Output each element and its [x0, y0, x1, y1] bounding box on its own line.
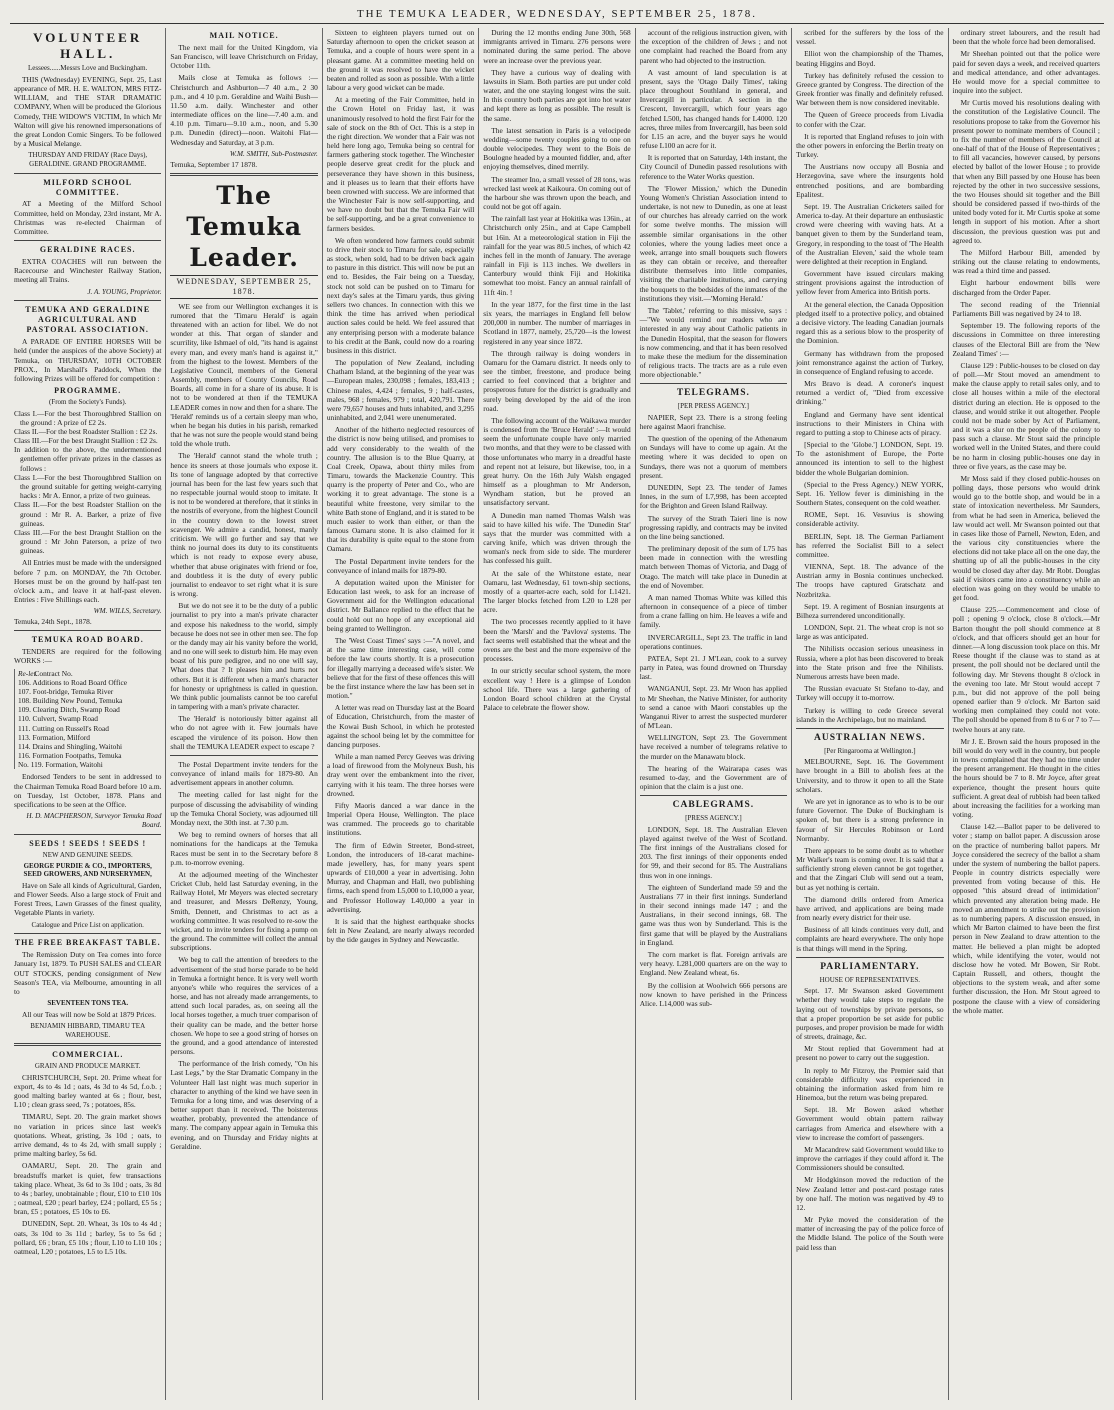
news-para: A vast amount of land speculation is at present, says the 'Otago Daily Times', taking place throughout Southland in general, and Invercargill in particular. A section in the Crescent, Invercargill, which four years ago fetched L500, has changed hands for L4000. 120 acres, three miles from Invercargill, has been sold for L15 an acre, and the buyer says he would refuse L100 an acre for it. [639, 67, 788, 151]
telegram-item: INVERCARGILL, Sept 23. The traffic in land operations continues. [639, 632, 788, 651]
cable-para: The Austrians now occupy all Bosnia and Herzegovina, save where the insurgents hold entrenched positions, and are bombarding Epalitest. [796, 162, 944, 199]
list-item: Class I.—For the best Thoroughbred Stallion on the ground : A prize of £2 2s. [14, 408, 162, 427]
parl-item: Mr Pyke moved the consideration of the matter of increasing the pay of the police force of the Middle Island. The police of the South were paid less than [796, 1215, 944, 1252]
news-para: At the sale of the Whitstone estate, near Oamaru, last Wednesday, 61 town-ship sections, mostly of a quarter-acre each, sold for L1421. The larger blocks fetched from L20 to L28 per acre. [483, 568, 631, 615]
road-board-intro: TENDERS are required for the following WORKS :— [14, 647, 162, 666]
agri-footer: All Entries must be made with the undersigned before 7 p.m. on MONDAY, the 7th October. Horses must be on the ground by half-past ten o'clock a.m., and leave it at half-past eleven. Entries : Five Shillings each. [14, 558, 162, 605]
australian-news-title: AUSTRALIAN NEWS. [814, 732, 926, 743]
divider [796, 728, 943, 729]
tea-tail: All our Teas will now be Sold at 1879 Prices. [22, 1009, 157, 1019]
mail-notice-date: Temuka, September 17 1878. [170, 159, 258, 169]
parl-item: Sept. 18. Mr Bowen asked whether Government would obtain pattern railway carriages from America and elsewhere with a view to increase the comfort of passengers. [796, 1105, 944, 1142]
telegram-item: The hearing of the Wairarapa cases was resumed to-day, and the Government are of opinion that the claim is a just one. [639, 763, 788, 792]
news-para: The population of New Zealand, including Chatham Island, at the beginning of the year was—European males, 230,098 ; females, 183,413 ; Chinese males, 4,424 ; females, 9 ; half-castes, males, 968 ; females, 979 ; total, 420,791. There were 79,657 houses and huts inhabited, and 3,295 uninhabited, and 2,041 were unenumerated. [326, 358, 475, 423]
parl-para: Clause 142.—Ballot paper to be delivered to voter ; stamp on ballot paper. A discussion arose on the practice of numbering ballot papers. Mr Joyce considered the secrecy of the ballot a sham under the system of numbering the ballot papers. People in country districts especially were prevented from voting because of this. He opposed "this absurd dread of intimidation" which prevented any alteration being made. He moved an amendment to strike out the provision as to numbering papers. A discussion ensued, in which Mr Barton claimed to have been the first person in New Zealand to draw attention to the matter. He believed a plan might be adopted which, while identifying the voter, would not disclose how he voted. Mr Bowen, Sir Robt. Captain Russell, and others, thought the objections to the system weak, and after some further discussion, the Hon. Mr Stout agreed to postpone the clause with a view of considering the whole matter. [952, 822, 1100, 1015]
leader-para: The 'Herald' cannot stand the whole truth ; hence its sneers at those journals who expose it. Its tone of language adopted by that corrective journal has been for the last few years such that no respectable journal would stoop to imitate. It is not to be wondered at therefore, that it stinks in the nostrils of everyone, from the highest Council in the country down to the lowest street scavenger. We admire a candid, honest, manly criticism. We will go further and say that we think no journal does its duty to its constituents which is not ready to expose every abuse, whether that abuse originates with friend or foe, and doubtless it is the duty of every public journalist to endeavor to set right what it is sure is wrong. [170, 451, 318, 599]
commercial-subtitle: GRAIN AND PRODUCE MARKET. [34, 1062, 141, 1071]
list-item: Class III.—For the best Draught Stallion on the ground : Mr John Paterson, a prize of two guineas. [14, 527, 162, 556]
cablegram-item: The corn market is flat. Foreign arrivals are very heavy. L281,000 quarters are on the way to England. New Zealand wheat, 6s. [639, 950, 788, 978]
seeds-firm: GEORGE PURDIE & CO., IMPORTERS, SEED GROWERS, AND NURSERYMEN, [23, 861, 152, 879]
news-para: A deputation waited upon the Minister for Education last week, to ask for an increase of Government aid for the Wellington educational district. Mr Ballance replied to the effect that he could hold out no hope of any exceptional aid being granted to Wellington. [326, 577, 475, 633]
news-para: The through railway is doing wonders in Oamaru for the Oamaru district. It needs only to see the timber, freestone, and produce being carried to feel convinced that a brighter and prosperous future for the district is gradually and surely being developed by the aid of the iron road. [483, 348, 631, 413]
cable-para: Elliot won the championship of the Thames, beating Higgins and Boyd. [796, 49, 944, 68]
telegram-item: WELLINGTON, Sept 23. The Government have received a number of telegrams relative to the murder on the Manawatu block. [639, 733, 788, 761]
cable-para: LONDON, Sept. 21. The wheat crop is not so large as was anticipated. [796, 623, 944, 642]
mail-notice-signature: W.M. SMITH, Sub-Postmaster. [229, 149, 318, 158]
australian-news-subtitle: [Per Ringarooma at Wellington.] [824, 746, 916, 755]
mail-notice-p1: The next mail for the United Kingdom, via San Francisco, will leave Christchurch on Friday, October 11th. [170, 42, 318, 71]
road-board-title: TEMUKA ROAD BOARD. [31, 635, 144, 645]
cable-para: BERLIN, Sept. 18. The German Parliament has referred the Socialist Bill to a select committee. [796, 531, 944, 559]
news-para: The 'Tablet,' referring to this missive, says :—"We would remind our readers who are interested in any way about Catholic patients in the Dunedin Hospital, that the season for flowers is now commencing, and that it has been resolved to make these the medium for the dissemination of religious tracts. The tracts are as a rule even more objectionable." [639, 305, 788, 380]
road-contract-list [18, 669, 161, 770]
list-item: 114. Drains and Shingling, Waitohi [18, 741, 123, 751]
parl-item: Sept. 17. Mr Swanson asked Government whether they would take steps to regulate the laying out of townships by private persons, so that a proper proportion be set aside for public purposes, and proper provision be made for width of streets, drainage, &c. [796, 986, 944, 1042]
masthead-date: WEDNESDAY, SEPTEMBER 25, 1878. [170, 275, 317, 299]
cable-para: Germany has withdrawn from the proposed joint remonstrance against the action of Turkey, in consequence of England refusing to accede. [796, 348, 944, 376]
parl-para: Mr Sheehan pointed out that the police were paid for seven days a week, and received quarters and medical attendance, and other advantages. He would move for a special committee to inquire into the subject. [952, 49, 1100, 96]
news-para: The firm of Edwin Streeter, Bond-street, London, the introducers of 18-carat machine-made jewellery, has, for many years spent upwards of £10,000 a year in advertising. John Murray, and Chapman and Hall, two publishing firms, each spend from L5,000 to L10,000 a year, and Professor Holloway L40,000 a year in advertising. [326, 840, 475, 914]
parl-para: ordinary street labourers, and the result had been that the whole force had been demoralised. [952, 28, 1100, 47]
parade-para: We beg to call the attention of breeders to the advertisement of the stud horse parade to be held in Temuka a fortnight hence. It is very well worth anyone's while who requires the services of a horse, and has not already made arrangements, to attend such local parades, as, on seeing all the local horses together, a much truer comparison of their quality can be made, and the better horse chosen. We hope to see a good string of horses on the ground, and a good attendance of interested persons. [170, 955, 318, 1057]
column-5 [636, 28, 792, 1400]
news-para: It is said that the highest earthquake shocks felt in New Zealand, are nearly always recorded by the tide gauges in Sydney and Newcastle. [326, 916, 475, 945]
cablegram-item: The eighteen of Sunderland made 59 and the Australians 77 in their first innings. Sunderland in their second innings made 147 ; and the Australians, in their second innings, 68. The game was thus won by Sunderland. This is the first game that will be played by the Australians in England. [639, 882, 788, 947]
cable-para: It is reported that England refuses to join with the other powers in enforcing the Berlin treaty on Turkey. [796, 131, 944, 160]
parl-para: The Milford Harbour Bill, amended by striking out the clause relating to endowments, was read a third time and passed. [952, 247, 1100, 276]
news-para: Sixteen to eighteen players turned out on Saturday afternoon to open the cricket season at Temuka, and a couple of hours were spent in a pleasant game. At a committee meeting held on the ground it was resolved to have the wicket beaten and rolled as soon as possible. With a little labour a very good wicket can be made. [326, 28, 475, 93]
news-para: The latest sensation in Paris is a velocipede wedding—some twenty couples going to one on double velocipedes. They went to the Bois de Boulogne headed by a mounted fiddler, and, after enjoying themselves, dined merrily. [483, 125, 631, 172]
aus-item: There appears to be some doubt as to whether Mr Walker's team is coming over. It is said that a sufficiently strong eleven cannot be got together, and that the Zingari Club will send out a team, but as yet nothing is certain. [796, 845, 944, 892]
telegram-item: The preliminary deposit of the sum of L75 has been made in connection with the wrestling match between Thomas of Victoria, and Dagg of Otago. The match will take place in Dunedin at the end of November. [639, 544, 788, 590]
list-item: 106. Additions to Road Board Office [18, 677, 128, 687]
cable-para: Sept. 19. A regiment of Bosnian insurgents at Bilheza surrendered unconditionally. [796, 601, 944, 620]
list-item: 108. Building New Pound, Temuka [18, 696, 123, 706]
race-para: We beg to remind owners of horses that all nominations for the handicaps at the Temuka Races must be sent in to the Secretary before 8 p.m. to-morrow evening. [170, 830, 318, 867]
agri-title: TEMUKA AND GERALDINE AGRICULTURAL AND PASTORAL ASSOCIATION. [25, 305, 151, 335]
parliamentary-subtitle: HOUSE OF REPRESENTATIVES. [819, 975, 920, 984]
parl-para: The second reading of the Triennial Parliaments Bill was negatived by 24 to 18. [952, 299, 1100, 318]
list-item: Class II.—For the best Roadster Stallion : £2 2s. [14, 426, 158, 436]
list-item: 111. Cutting on Russell's Road [18, 723, 109, 733]
cable-para: The Queen of Greece proceeds from Livadia to confer with the Czar. [796, 110, 944, 129]
telegram-item: DUNEDIN, Sept 23. The tender of James Innes, in the sum of L7,998, has been accepted for the Brighton and Green Island Railway. [639, 483, 788, 511]
postal-para: The Postal Department invite tenders for the conveyance of inland mails for 1879-80. An advertisement appears in another column. [170, 759, 318, 788]
news-para: They have a curious way of dealing with lawsuits in Siam. Both parties are put under cold water, and the one staying longest wins the suit. In this country both parties are got into hot water and kept there as long as possible. The result is the same. [483, 67, 631, 123]
cablegrams-subtitle: [PRESS AGENCY.] [685, 814, 742, 823]
agri-programme-head: PROGRAMME. [54, 386, 122, 396]
parliamentary-title: PARLIAMENTARY. [820, 961, 920, 972]
list-item: 113. Formation, Milford [18, 732, 90, 742]
agri-intro: A PARADE OF ENTIRE HORSES Will be held (under the auspices of the above Society) at Temuka, on THURSDAY, 10TH OCTOBER PROX., In Marshall's Paddock, When the following Prizes will be offered for competition : [14, 337, 162, 383]
leader-para: The 'Herald' is notoriously bitter against all who do not agree with it. Few journals have escaped the virulence of its poison. How then shall the TEMUKA LEADER expect to escape ? [170, 714, 318, 751]
cable-para: Turkey has definitely refused the cession to Greece granted by Congress. The direction of the Greek frontier was finally and definitely refused. War between them is now considered inevitable. [796, 70, 944, 108]
parl-para: September 19. The following reports of the discussions in Committee on three interesting clauses of the Electoral Bill are from the 'New Zealand Times' :— [952, 321, 1100, 358]
agri-date: Temuka, 24th Sept., 1878. [14, 617, 92, 627]
telegram-item: NAPIER, Sept 23. There is a strong feeling here against Maori franchise. [639, 412, 788, 431]
cable-para: England and Germany have sent identical instructions to their Ministers in China with regard to putting a stop to Chinese acts of piracy. [796, 409, 944, 437]
cable-para: The Nihilists occasion serious uneasiness in Russia, where a plot has been discovered to break into the State prison and free the Nihilists. Numerous arrests have been made. [796, 644, 944, 681]
volunteer-hall-body: THIS (Wednesday) EVENING, Sept. 25, Last appearance of MR. H. E. WALTON, MRS FITZ-WILLIAM, and THE STAR DRAMATIC COMPANY, When will be produced the Glorious Comedy, THE WIDOW'S VICTIM, In which Mr Walton will give his renowned impersonations of the great London Comic Singers. To be followed by a Musical Melange. [14, 74, 162, 149]
telegrams-subtitle: [PER PRESS AGENCY.] [677, 402, 750, 411]
cable-para: Mrs Bravo is dead. A coroner's inquest returned a verdict of, "Died from excessive drinking." [796, 379, 944, 407]
news-para: In the year 1877, for the first time in the last six years, the marriages in England fell below 200,000 in number. The number of marriages in Scotland in 1877, namely, 25,720—is the lowest registered in any year since 1872. [483, 299, 631, 346]
cable-para: Turkey is willing to cede Greece several islands in the Archipelago, but no mainland. [796, 705, 944, 724]
volunteer-hall-dates: THURSDAY AND FRIDAY (Race Days), GERALDINE. GRAND PROGRAMME. [28, 151, 148, 168]
telegram-item: WANGANUI, Sept. 23. Mr Woon has applied to Mr Sheehan, the Native Minister, for authority to send a canoe with Maori constables up the Wanganui River to arrest the suspected murderer of M'Lean. [639, 684, 788, 731]
list-item: 116. Formation Footpaths, Temuka [18, 751, 122, 761]
masthead: The Temuka Leader. [186, 180, 303, 272]
divider [796, 957, 943, 958]
parl-item: Mr Macandrew said Government would like to improve the carriages if they could afford it. The Commissioners should be consulted. [796, 1144, 944, 1173]
divider [14, 300, 161, 301]
news-para: At a meeting of the Fair Committee, held in the Crown Hotel on Friday last, it was unanimously resolved to hold the first Fair for the sale of stock on the 8th of Oct. This is a step in the right direction. We wonder that a Fair was not held here long ago, Temuka being so central for farmers gathering stock together. The Winchester people deserve great credit for the pluck and perseverance they have shown in this business, and it pleases us to learn that their efforts have been crowned with success. We are informed that the Winchester Fair is now self-supporting, and we have no doubt but that the Temuka Fair will be self-supporting, and be a great convenience to farmers besides. [326, 95, 475, 233]
relet-label: Re-let. [18, 668, 38, 678]
news-para: A letter was read on Thursday last at the Board of Education, Christchurch, from the master of the Kowai Bush School, in which he protested against the school being let by the committee for dancing purposes. [326, 703, 475, 749]
commercial-timaru: TIMARU, Sept. 20. The grain market shows no variation in prices since last week's quotations. Wheat, gristing, 3s 10d ; oats, to arrive demand, 4s to 4s 2d, with small supply ; prime malting barley, 5s 6d. [14, 1112, 162, 1159]
tea-title: THE FREE BREAKFAST TABLE. [14, 938, 161, 948]
telegrams-title: TELEGRAMS. [676, 388, 750, 399]
agri-programme-sub: (From the Society's Funds). [48, 397, 127, 406]
parl-para: Clause 129 : Public-houses to be closed on day of poll.—Mr Stout moved an amendment to make the clause apply to retail sales only, and to close all houses within a mile of the electoral district during an election. He is opposed to the clause, and would strike it out altogether. People could not be made sober by Act of Parliament, and it was a slur on the people of the colony to pass such a clause. Mr Stout said the principle worked well in the United States, and there could be no harm in closing public-houses one day in three or five years, as the case may be. [952, 360, 1100, 471]
telegram-item: PATEA, Sept 21. J M'Lean, cook to a survey party in Patea, was found drowned on Thursday last. [639, 653, 788, 682]
column-4 [479, 28, 635, 1400]
news-para: The steamer Ino, a small vessel of 28 tons, was wrecked last week at Kaikoura. On coming out of the harbour she was thrown upon the beach, and could not be got off again. [483, 174, 631, 212]
cablegram-item: By the collision at Woolwich 666 persons are now known to have perished in the Princess Alice. L14,000 was sub- [639, 980, 788, 1008]
news-para: The rainfall last year at Hokitika was 136in., at Christchurch only 25in., and at Cape Campbell but 16in. At a meteorological station in Fiji the rainfall for the year was 80.5 inches, of which 42 inches fell in the month of January. The average rainfall in Fiji is 113 inches. We dwellers in Canterbury would think Fiji and Hokitika somewhat too moist. Fancy an annual rainfall of 11ft 4in. ! [483, 214, 631, 297]
commercial-title: COMMERCIAL. [52, 1050, 124, 1060]
news-para: During the 12 months ending June 30th, 568 immigrants arrived in Timaru. 276 persons were nominated during the same period. The above were an increase over the previous year. [483, 28, 631, 65]
list-item: Class I.—For the best Thoroughbred Stallion on the ground suitable for getting weight-carrying hacks : Mr A. Ennor, a prize of two guineas. [14, 472, 162, 501]
races-body: EXTRA COACHES will run between the Racecourse and Winchester Railway Station, meeting all Trains. [14, 257, 162, 285]
road-contract-block [14, 669, 161, 770]
list-item: In addition to the above, the undermentioned gentlemen offer private prizes in the classes as follows : [14, 445, 162, 473]
list-item: 110. Culvert, Swamp Road [18, 714, 98, 724]
divider [14, 240, 161, 241]
cable-para: VIENNA, Sept. 18. The advance of the Austrian army in Bosnia continues unchecked. The troops have captured Gratschatz and Nozbritzka. [796, 562, 944, 599]
aus-item: Business of all kinds continues very dull, and complaints are heard everywhere. The only hope is that things will mend in the Spring. [796, 925, 944, 953]
news-para: Another of the hitherto neglected resources of the district is now being utilised, and promises to add very considerably to the wealth of the country. The allusion is to the Blue Quarry, at Coal Creek, Opawa, about thirty miles from Timaru, towards the Mackenzie Country. This quarry is the property of Peter and Co., who are working it to great advantage. The stone is a beautiful white freestone, very similar to the white Bath stone of England, and it is stated to be much easier to work than either, or than the famous Oamaru stone. It is also claimed for it that its durability is quite equal to the stone from Oamaru. [326, 425, 475, 554]
volunteer-hall-lessees: Lessees......Messrs Love and Buckingham. [28, 64, 148, 73]
races-signature: J. A. YOUNG, Proprietor. [87, 287, 162, 296]
list-item: 109. Clearing Ditch, Swamp Road [18, 705, 120, 715]
cable-para: The Russian evacuate St Stefano to-day, and Turkey will occupy it to-morrow. [796, 684, 944, 703]
comedy-para: The performance of the Irish comedy, "On his Last Legs," by the Star Dramatic Company in the Volunteer Hall last night was much superior in character to anything of the kind we have seen in Temuka for a long time, and was deserving of a better support than it received. The boisterous weather, probably, prevented the attendance of many. The company appear again in Temuka this evening, and on Thursday and Friday nights at Geraldine. [170, 1059, 318, 1151]
cablegram-item: LONDON, Sept. 18. The Australian Eleven played against twelve of the West of Scotland. The first innings of the Australians closed for 203. The first innings of their opponents ended for 99, and their second for 85. The Australians thus won in one innings. [639, 824, 788, 880]
list-item: Class III.—For the best Draught Stallion : £2 2s. [14, 436, 158, 446]
list-item: Class II.—For the best Roadster Stallion on the ground : Mr R. A. Barker, a prize of five guineas. [14, 500, 162, 528]
volunteer-hall-title: VOLUNTEER HALL. [33, 30, 143, 62]
list-item: Contract No. [34, 668, 73, 678]
news-para: The following account of the Waikawa murder is condensed from the 'Bruce Herald' :—It would seem the unfortunate couple have only married two months, and that they were to be classed with those unfortunates who marry in a dreadful haste and repent not at leisure, but likewise, too, in a great hurry. On the 16th July Walsh engaged himself as a ploughman to Mr Anderson, Wyndham station, but he proved an unsatisfactory servant. [483, 415, 631, 508]
divider [14, 173, 161, 174]
cable-para: ROME, Sept. 16. Vesuvius is showing considerable activity. [796, 510, 944, 529]
races-title: GERALDINE RACES. [39, 245, 136, 255]
aus-item: MELBOURNE, Sept. 16. The Government have brought in a Bill to abolish fees at the University, and to throw it open to all the State scholars. [796, 757, 944, 794]
news-para: The two processes recently applied to it have been the 'Marsh' and the 'Pavlova' systems. The fact seems well established that the wheat and the ovens are the best and the more expensive of the processes. [483, 617, 631, 664]
seeds-title: SEEDS ! SEEDS ! SEEDS ! [29, 838, 147, 848]
cable-para: Government have issued circulars making stringent provisions against the introduction of yellow fever from America into British ports. [796, 269, 944, 297]
seeds-catalogue: Catalogue and Price List on application. [31, 920, 144, 929]
milford-title: MILFORD SCHOOL COMMITTEE. [43, 177, 133, 197]
telegram-item: The survey of the Strath Taieri line is now progressing rapidly, and contracts may be invited on the line being sanctioned. [639, 513, 788, 541]
parl-para: Mr J. E. Brown said the hours proposed in the bill would do very well in the country, but people in towns complained that they had no time under the present arrangement. He thought in the cities the hours should be 7 to 8. Mr Joyce, after great experience, thought the present hours quite sufficient. A great deal of rubbish had been talked about increasing the facilities for a working man voting. [952, 736, 1100, 820]
agri-signature: WM. WILLS, Secretary. [93, 607, 162, 616]
column-7 [949, 28, 1104, 1400]
parl-item: Mr Hodgkinson moved the reduction of the New Zealand letter and post-card postage rates by one half. The motion was negatived by 49 to 12. [796, 1175, 944, 1212]
leader-para: But we do not see it to be the duty of a public journalist to pry into a man's private character and expose his nakedness to the world, simply because he does not see in other men see. The fop or the dandy may air his vanity before the world, and no one will seek to disturb him. He may even boast of his pure pedigree, and no one will say, What does that ? It pleases him and hurts not others. But it is different when a man's character for honesty or uprightness is called in question. We think public journalists cannot be too careful in tampering with a man's private character. [170, 601, 318, 712]
list-item: No. 119. Formation, Waitohi [18, 760, 103, 770]
aus-item: The diamond drills ordered from America have arrived, and applications are being made from nearly every district for their use. [796, 894, 944, 923]
divider [170, 173, 317, 176]
cable-para: [Special to the 'Globe.'] LONDON, Sept. 19. To the astonishment of Europe, the Porte announced its intention to sell to the highest bidder the whole Bulgarian dominion. [796, 440, 944, 477]
milford-body: AT a Meeting of the Milford School Committee, held on Monday, 23rd instant, Mr A. Christmas was re-elected Chairman of Committee. [14, 199, 162, 236]
mail-notice-title: MAIL NOTICE. [209, 31, 279, 40]
news-para: account of the religious instruction given, with the exception of the children of Jews ; and not one complaint had reached the Board from any parent who had objected to the instruction. [639, 28, 788, 65]
news-para: The 'Flower Mission,' which the Dunedin Young Women's Christian Association intend to undertake, is not new to Dunedin, as one at least of our churches has already carried on the work for some twelve months. The mission will assemble similar organisations in the other colonies, where the young ladies meet once a week, arrange into small bouquets such flowers as they can obtain or receive, and thereafter distribute themselves into little companies, visiting the charitable institutions, and carrying the bouquets to the bedsides of the inmates of the institutions they visit.—'Morning Herald.' [639, 183, 788, 303]
cricket-para: At the adjourned meeting of the Winchester Cricket Club, held last Saturday evening, in the Railway Hotel, Mr Meyers was elected secretary and treasurer, and Messrs DeRenzy, Young, Smith, Dennett, and Christmas to act as a working committee. It was resolved to re-sow the wicket, and to invite tenders for fixing a pump on the ground. The committee will collect the annual subscriptions. [170, 869, 318, 953]
telegram-item: A man named Thomas White was killed this afternoon in consequence of a piece of timber from a crane falling on him. He leaves a wife and family. [639, 592, 788, 630]
news-para: The Postal Department invite tenders for the conveyance of inland mails for 1879-80. [326, 556, 475, 575]
news-para: It is reported that on Saturday, 14th instant, the City Council of Dunedin passed resolutions with reference to the Water Works question. [639, 153, 788, 181]
leader-para: WE see from our Wellington exchanges it is rumored that the 'Timaru Herald' is again threatened with an action for libel. We do not wonder at this. That organ of slander and scurrility, like Ishmael of old, "its hand is against every man, and every man's hand is against it," from the highest to the lowest. Members of the Legislative Council, members of the General Assembly, members of County Councils, Road Boards, all come in for a share of its abuse. It is not to be wondered at then if the TEMUKA LEADER comes in now and then for a share. The 'Herald' reminds us of a certain sleepy man who, when he began his duties in his parish, remarked that he was not sure the people would stand being told the whole truth. [170, 301, 318, 449]
cablegrams-title: CABLEGRAMS. [672, 800, 755, 811]
mail-notice-p2: Mails close at Temuka as follows :— Christchurch and Ashburton—7 40 a.m., 2 30 p.m., and 4 10 p.m. Geraldine and Waihi Bush—11.50 a.m. daily. Winchester and other intermediate offices on the line—7.40 a.m. and 4.10 p.m. Timaru—9.10 a.m., noon, and 5.30 p.m. Dunedin (direct)—noon. Waitohi Flat—Wednesday and Saturday, at 3 p.m. [170, 73, 318, 147]
road-board-body: Endorsed Tenders to be sent in addressed to the Chairman Temuka Road Board before 10 a.m. on Tuesday, 1st October, 1878. Plans and specifications to be seen at the Office. [14, 772, 162, 809]
column-container [10, 28, 1104, 1400]
divider [14, 630, 161, 631]
commercial-oamaru: OAMARU, Sept. 20. The grain and breadstuffs market is quiet, few transactions taking place. Wheat, 3s 6d to 3s 10d ; oats, 3s 8d to 4s ; barley, unobtainable ; flour, £10 to £10 10s ; oatmeal, £20 ; pearl barley, £24 ; pollard, £5 5s ; bran, £5 ; potatoes, £5 10s to £6. [14, 1161, 162, 1217]
parl-para: Clause 225.—Commencement and close of poll ; opening 9 o'clock, close 8 o'clock.—Mr Barton thought the poll should commence at 8 o'clock, and that officers should get an hour for dinner.—A long discussion took place on this. Mr Reese thought if the clause was to stand as at present, the poll should not be declared until the following day. Mr Stevens thought 8 o'clock in the evening too late. Mr Stout would accept 7 p.m., but did not approve of the poll being opened earlier than 9 o'clock. Mr Barton said working men complained they could not vote. The poll should be opened from 8 to 6 or 7 to 7—twelve hours at any rate. [952, 605, 1100, 734]
divider [640, 795, 787, 796]
telegram-item: The question of the opening of the Athenæum on Sundays will have to come up again. At the meeting where it was decided to open on Sundays, there was not a quorum of members present. [639, 434, 788, 480]
column-1 [10, 28, 166, 1400]
column-3 [323, 28, 479, 1400]
parl-para: Mr Moss said if they closed public-houses on polling days, those persons who would drink would go to the bottle shop, and would be in a state of intoxication nevertheless. Mr Saunders, from what he had seen in America, believed the law would act well. Mr Swanson pointed out that in cases like those of Parnell, Newton, Eden, and the various city constituencies where the elections did not take place all on the one day, the shutting up of all the public-houses in the city would be closed day after day. Mr Robt. Douglas said if visitors came into a constituency while an election was going on they would be unable to get food. [952, 473, 1100, 603]
divider [640, 383, 787, 384]
divider [14, 1043, 161, 1046]
parl-para: Eight harbour endowment bills were discharged from the Order Paper. [952, 278, 1100, 297]
list-item: 107. Foot-bridge, Temuka River [18, 686, 114, 696]
parl-item: In reply to Mr Fitzroy, the Premier said that considerable difficulty was experienced in obtaining the information asked from him re Hinemoa, but the return was being prepared. [796, 1065, 944, 1103]
choral-para: The meeting called for last night for the purpose of discussing the advisability of winding up the Temuka Choral Society, was adjourned till Monday next, the 30th inst. at 7.30 p.m. [170, 790, 318, 827]
tea-tons: SEVENTEEN TONS TEA. [47, 999, 129, 1008]
divider [14, 834, 161, 835]
column-6 [792, 28, 948, 1400]
cable-para: Sept. 19. The Australian Cricketers sailed for America to-day. At their departure an enthusiastic crowd were cheering with waving hats. At a banquet given to them by the Sunderland team, Gregory, in responding to the toast of 'The Health of the Australian Eleven,' said the whole team were delighted at their reception in England. [796, 201, 944, 266]
parl-item: Mr Stout replied that Government had at present no power to carry out the suggestion. [796, 1044, 944, 1063]
commercial-christchurch: CHRISTCHURCH, Sept. 20. Prime wheat for export, 4s to 4s 1d ; oats, 4s 3d to 4s 5d, f.o.b. ; good malting barley wanted at 6s ; flour, best, L10 ; clean grass seed, 7s ; potatoes, 85s. [14, 1072, 162, 1110]
aus-item: We are yet in ignorance as to who is to be our future Governor. The Duke of Buckingham is spoken of, but there is a strong preference in favour of Sir Hercules Robinson or Lord Normanby. [796, 796, 944, 843]
news-para: While a man named Percy Geeves was driving a load of firewood from the Molyneux Bush, his dray went over the embankment into the river, carrying with it his team. The three horses were drowned. [326, 752, 475, 798]
commercial-dunedin: DUNEDIN, Sept. 20. Wheat, 3s 10s to 4s 4d ; oats, 3s 10d to 3s 11d ; barley, 5s to 5s 6d ; pollard, £6 ; bran, £5 10s ; flour, L10 to L10 10s ; oatmeal, L20 ; potatoes, L5 to L5 10s. [14, 1219, 162, 1256]
divider [14, 933, 161, 934]
divider [170, 755, 317, 756]
seeds-body: Have on Sale all kinds of Agricultural, Garden, and Flower Seeds. Also a large stock of Fruit and Forest Trees, Lawn Grasses of the finest quality, Vegetable Plants in variety. [14, 880, 162, 918]
road-board-signature: H. D. MACPHERSON, Surveyor Temuka Road Board. [26, 812, 162, 830]
news-para: A Dunedin man named Thomas Walsh was said to have killed his wife. The 'Dunedin Star' says that the murder was committed with a carving knife, which was driven through the woman's neck from side to side. The murderer has confessed his guilt. [483, 510, 631, 566]
news-para: In our strictly secular school system, the more excellent way ! Here is a glimpse of London school life. There was a large gathering of London Board school children at the Crystal Palace to celebrate the flower show. [483, 666, 631, 713]
tea-body: The Remission Duty on Tea comes into force January 1st, 1879. To PUSH SALES and CLEAR OUT STOCKS, pending consignment of New Season's TEA, via Melbourne, amounting in all to [14, 950, 162, 996]
tea-signature: BENJAMIN HIBBARD, TIMARU TEA WAREHOUSE. [30, 1021, 146, 1039]
cable-para: At the general election, the Canada Opposition pledged itself to a protective policy, and obtained a decisive victory. The leading Canadian journals regard this as a serious blow to the prosperity of the Dominion. [796, 299, 944, 346]
agri-class-list [14, 409, 161, 556]
seeds-subtitle: NEW AND GENUINE SEEDS. [42, 850, 133, 859]
running-head: THE TEMUKA LEADER, WEDNESDAY, SEPTEMBER 25, 1878. [10, 8, 1104, 24]
parl-para: Mr Curtis moved his resolutions dealing with the constitution of the Legislative Council. The resolutions propose to take from the Governor his present power to nominate members of Council ; to fix the number of members of the Council at one-half of that of the House of Representatives ; to fill all vacancies, however caused, by persons elected by ballot of the lower House ; to provide that when any Bill passed by one House has been rejected by the other in two successive sessions, the two Houses should sit together and the Bill should be considered passed if two-thirds of the united body voted for it. Mr Curtis spoke at some length in support of his motion. After a short discussion, the previous question was put and agreed to. [952, 98, 1100, 245]
column-2 [166, 28, 322, 1400]
cable-para: (Special to the Press Agency.) NEW YORK, Sept. 16. Yellow fever is diminishing in the Southern States, consequent on the cold weather. [796, 479, 944, 508]
cable-para: scribed for the sufferers by the loss of the vessel. [796, 28, 944, 47]
news-para: We often wondered how farmers could submit to drive their stock to Timaru for sale, especially as stock, when sold, had to be driven back again to pasture in this district. This will now be put an end to. Besides, the Fair being on a Tuesday, stock not sold can be pushed on to Timaru for next day's sales at the Timaru yards, thus giving sellers two chances. In connection with this we think the time has arrived when periodical auction sales could be held. We feel assured that any enterprising person with a moderate balance to his credit at the Bank, could now do a roaring business in this district. [326, 235, 475, 355]
news-para: Fifty Maoris danced a war dance in the Imperial Opera House, Wellington. The place was crammed. The proceeds go to charitable institutions. [326, 800, 475, 838]
news-para: The 'West Coast Times' says :—"A novel, and at the same time interesting case, will come before the law courts shortly. It is a prosecution for illegally marrying a deceased wife's sister. We believe that for the first of these offences this will be the first instance where the law has been set in motion." [326, 636, 475, 701]
